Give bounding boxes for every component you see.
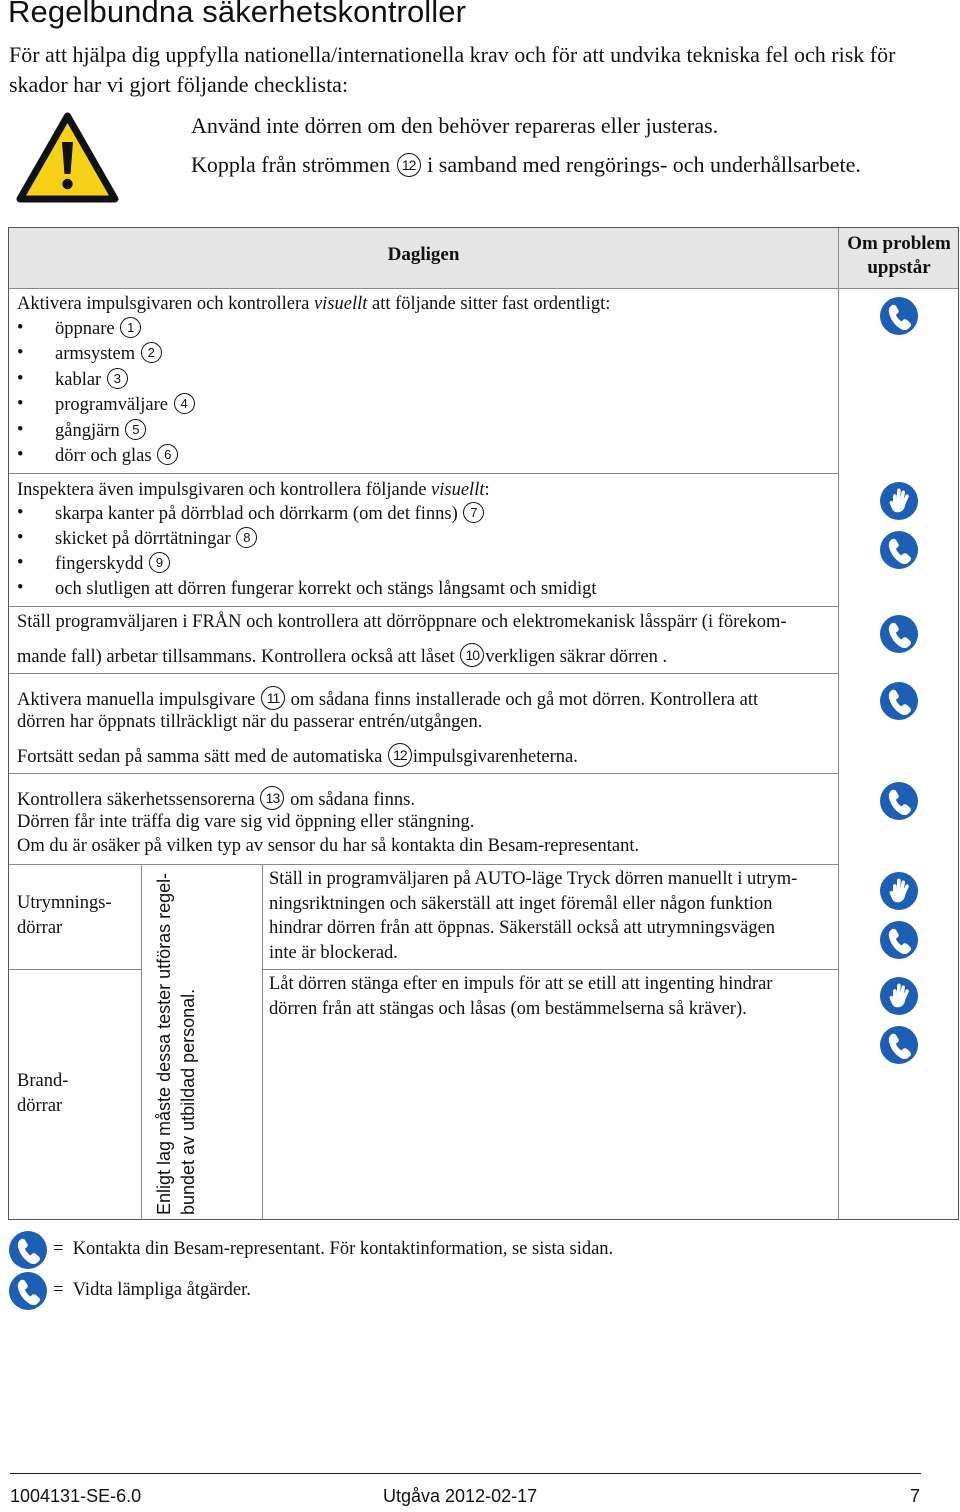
hand-icon [879,481,919,521]
intro-paragraph: För att hjälpa dig uppfylla nationella/internationella krav och för att undvika tekniska fel och risk för skador har vi gjort följande checklista: [9,42,896,97]
row-divider [9,773,838,774]
row-divider [9,864,838,865]
bullet: • [17,528,24,548]
list-item [17,317,142,343]
circled-number: 5 [125,419,146,440]
header-daily: Dagligen [387,244,460,265]
label-fire-line-2: dörrar [17,1095,63,1116]
legal-requirement-note [152,873,200,1215]
section4-text: Aktivera manuella impulsgivare [17,690,256,710]
legend-phone [53,1239,613,1260]
list-item-label: fingerskydd [55,554,144,574]
section2-intro-after: : [484,480,490,500]
circled-number: 3 [107,368,128,389]
section4-line-3 [17,743,578,770]
header-problem-line-2: uppstår [867,257,931,278]
list-item-label: programväljare [55,395,168,415]
circled-number: 4 [174,393,195,414]
circled-number: 8 [236,527,257,548]
section1-intro [17,292,610,317]
list-item [17,393,196,419]
label-exit-doors [17,891,112,940]
warning-triangle-icon [16,112,119,204]
row-divider [9,288,958,289]
section4-line-2: dörren har öppnats tillräckligt när du passerar entrén/utgången. [17,712,483,732]
fire-text-line: dörren från att stängas och låsas (om bestämmelserna så kräver). [269,998,747,1019]
list-item [17,342,163,368]
row-divider [262,969,838,970]
warning-line-2-before: Koppla från strömmen [191,152,391,177]
hand-icon [879,976,919,1016]
section2-intro-em: visuellt [431,480,485,500]
section1-intro-em: visuellt [313,294,368,314]
legend-equals: = [53,1239,64,1259]
list-item [17,368,129,394]
column-divider [262,864,263,1219]
bullet: • [17,553,24,573]
phone-icon [8,1271,48,1311]
legend-hand [53,1280,251,1301]
list-item [17,527,258,553]
footer-doc-number: 1004131-SE-6.0 [10,1486,142,1506]
label-exit-line-1: Utrymnings- [17,893,112,913]
header-problem [839,232,959,280]
phone-icon [879,614,919,654]
phone-icon [879,296,919,336]
bullet: • [17,318,24,338]
legend-phone-text: Kontakta din Besam-representant. För kontaktinformation, se sista sidan. [72,1239,614,1259]
circled-number: 11 [261,686,285,710]
row-divider [9,473,838,474]
list-item-label: och slutligen att dörren fungerar korrekt och stängs långsamt och smidigt [55,579,597,599]
column-divider [838,228,839,1219]
warning-line-1: Använd inte dörren om den behöver repareras eller justeras. [191,113,719,138]
bullet: • [17,445,24,465]
circled-number: 12 [397,153,421,177]
circled-number: 7 [463,502,484,523]
phone-icon [879,781,919,821]
phone-icon [879,530,919,570]
exit-doors-text [269,867,797,965]
exit-text-line: hindrar dörren från att öppnas. Säkerställ också att utrymningsvägen [269,918,776,938]
circled-number: 1 [120,317,141,338]
section2-intro [17,478,490,503]
fire-text-line: Låt dörren stänga efter en impuls för att se etill att ingenting hindrar [269,974,773,994]
section2-intro-text: Inspektera även impulsgivaren och kontrollera följande [17,480,432,500]
section4-text-after: om sådana finns installerade och gå mot dörren. Kontrollera att [290,690,759,710]
list-item [17,502,485,528]
row-divider [9,673,838,674]
section1-intro-after: att följande sitter fast ordentligt: [367,294,611,314]
section4-text: Fortsätt sedan på samma sätt med de automatiska [17,747,383,767]
bullet: • [17,343,24,363]
hand-icon [879,871,919,911]
circled-number: 2 [141,342,162,363]
list-item-label: armsystem [55,344,136,364]
section3-line-2 [17,643,667,670]
label-fire-doors [17,1069,68,1118]
warning-line-2-after: i samband med rengörings- och underhållsarbete. [427,152,861,177]
phone-icon [879,1025,919,1065]
exit-text-line: inte är blockerad. [269,942,398,963]
section3-line-1: Ställ programväljaren i FRÅN och kontrollera att dörröppnare och elektromekanisk låsspärr (i förekom- [17,612,787,632]
section1-intro-text: Aktivera impulsgivaren och kontrollera [17,294,314,314]
row-divider [9,969,141,970]
legend-hand-text: Vidta lämpliga åtgärder. [72,1280,251,1300]
list-item-label: öppnare [55,319,115,339]
legal-note-line-2: bundet av utbildad personal. [178,988,198,1215]
row-divider [9,606,838,607]
list-item-label: dörr och glas [55,446,152,466]
list-item-label: gångjärn [55,421,120,441]
circled-number: 9 [149,552,170,573]
header-problem-line-1: Om problem [847,233,951,254]
bullet: • [17,420,24,440]
label-exit-line-2: dörrar [17,917,63,938]
circled-number: 10 [460,643,484,667]
footer-page-number: 7 [910,1486,921,1506]
warning-line-2 [191,152,861,178]
section5-line-1 [17,786,415,813]
label-fire-line-1: Brand- [17,1071,69,1091]
legal-note-line-1: Enligt lag måste dessa tester utföras regel- [154,872,174,1215]
bullet: • [17,503,24,523]
circled-number: 12 [388,743,412,767]
bullet: • [17,394,24,414]
phone-icon [879,920,919,960]
section5-text: Kontrollera säkerhetssensorerna [17,790,255,810]
section4-text-after: impulsgivarenheterna. [412,747,578,767]
list-item [17,444,179,470]
list-item [17,577,597,603]
list-item [17,419,147,445]
section5-text-after: om sådana finns. [290,790,415,810]
bullet: • [17,369,24,389]
list-item-label: kablar [55,370,102,390]
list-item-label: skicket på dörrtätningar [55,529,231,549]
bullet: • [17,578,24,598]
exit-text-line: ningsriktningen och säkerställ att inget föremål eller någon funktion [269,893,773,914]
circled-number: 6 [157,444,178,465]
list-item-label: skarpa kanter på dörrblad och dörrkarm (om det finns) [55,504,458,524]
phone-icon [8,1230,48,1270]
section4-line-1 [17,686,758,713]
section3-text-after: verkligen säkrar dörren . [485,647,668,667]
section5-line-3: Om du är osäker på vilken typ av sensor du har så kontakta din Besam-representant. [17,836,640,856]
section3-text: mande fall) arbetar tillsammans. Kontrollera också att låset [17,647,455,667]
column-divider [141,864,142,1219]
circled-number: 13 [260,786,284,810]
legend-equals: = [53,1280,64,1300]
page-title: Regelbundna säkerhetskontroller [8,0,467,29]
list-item [17,552,171,578]
footer-divider [10,1473,921,1474]
footer-edition: Utgåva 2012-02-17 [383,1486,538,1506]
exit-text-line: Ställ in programväljaren på AUTO-läge Tryck dörren manuellt i utrym- [269,869,798,889]
section5-line-2: Dörren får inte träffa dig vare sig vid öppning eller stängning. [17,812,475,832]
fire-doors-text [269,972,772,1021]
phone-icon [879,681,919,721]
